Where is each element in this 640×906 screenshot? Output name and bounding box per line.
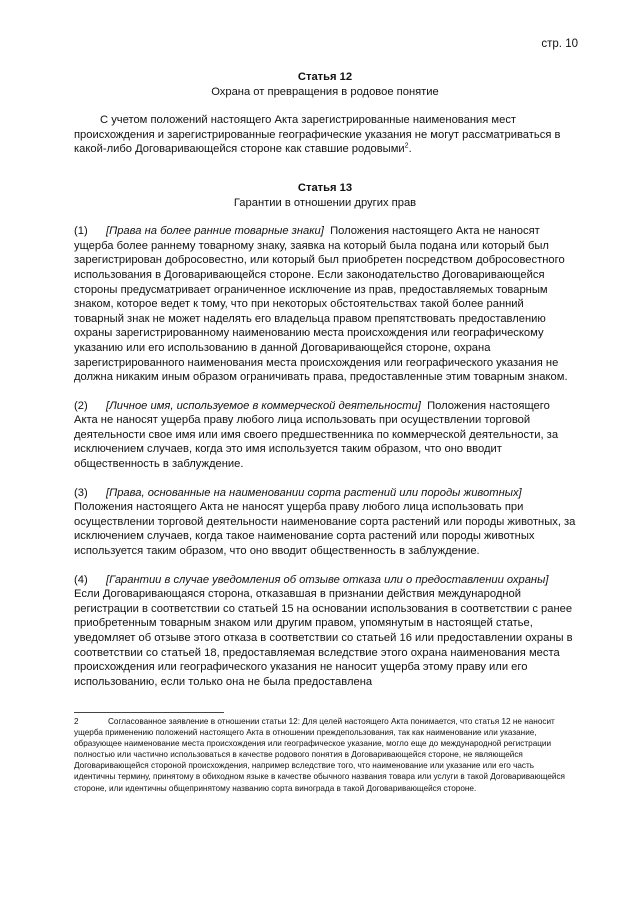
article-12-body: С учетом положений настоящего Акта зарегистрированные наименования мест происхождения и зарегистрированные географические указания не могут рассматриваться в какой-либо Договаривающейся стороне как ставшие родовыми	[74, 114, 561, 156]
paragraph-number: (1)	[74, 225, 88, 238]
footnote	[74, 716, 576, 794]
footnote-ref[interactable]: 2	[404, 142, 409, 150]
article-13-subtitle: Гарантии в отношении других прав	[233, 196, 417, 209]
footnote-mark: 2	[74, 717, 79, 726]
paragraph-text: Положения настоящего Акта не наносят ущерба более раннему товарному знаку, заявка на который была подана или который был зарегистрирован добросовестно, или который был приобретен посредством добросовестного использования в Договаривающейся стороне. Если законодательство Договаривающейся стороны предусматривает ограниченное исключение из прав, предоставляемых товарным знаком, которое ведет к тому, что при некоторых обстоятельствах такой более ранний товарный знак не может наделять его владельца правом препятствовать предоставлению охраны зарегистрированному наименованию места происхождения или географическому указанию или его использованию в данной Договаривающейся стороне, охрана зарегистрированного наименования места происхождения или географического указания не должна никаким иным образом ограничивать права, предоставленные этим товарным знаком.	[74, 225, 568, 384]
paragraph-text: Положения настоящего Акта не наносят ущерба праву любого лица использовать при осуществлении торговой деятельности свое имя или имя своего предшественника по коммерческой деятельности, за исключением случаев, когда это имя используется таким образом, что оно вводит общественность в заблуждение.	[74, 399, 559, 471]
document-body	[74, 70, 576, 703]
paragraph-title: [Права, основанные на наименовании сорта растений или породы животных]	[106, 486, 522, 499]
paragraph-number: (3)	[74, 486, 88, 499]
paragraph-title: [Гарантии в случае уведомления об отзыве отказа или о предоставлении охраны]	[106, 573, 549, 586]
article-12	[74, 70, 576, 157]
paragraph-title: [Личное имя, используемое в коммерческой деятельности]	[106, 399, 421, 412]
paragraph-1	[74, 224, 576, 385]
paragraph-text: Если Договаривающаяся сторона, отказавшая в признании действия международной регистрации в соответствии со статьей 15 на основании использования в соответствии с ранее приобретенным товарным знаком или другим правом, упомянутым в настоящей статье, уведомляет об отзыве этого отказа в соответствии со статьей 16 или предоставлении охраны в соответствии со статьей 18, предоставляемая вследствие этого охрана наименования места происхождения или географического указания не наносит ущерба этому праву или его использованию, если только она не была предоставлена	[74, 588, 573, 688]
footnote-separator	[74, 712, 224, 713]
paragraph-3	[74, 486, 576, 559]
article-13	[74, 181, 576, 689]
paragraph-2	[74, 399, 576, 472]
page-number: стр. 10	[541, 38, 578, 50]
article-12-subtitle: Охрана от превращения в родовое понятие	[211, 85, 439, 98]
paragraph-text: Положения настоящего Акта не наносят ущерба праву любого лица использовать при осуществлении торговой деятельности наименование сорта растений или породы животных, за исключением случаев, когда такое наименование сорта растений или породы животных используется таким образом, что оно вводит общественность в заблуждение.	[74, 501, 576, 558]
article-13-title: Статья 13	[297, 181, 353, 194]
paragraph-number: (2)	[74, 399, 88, 412]
article-12-text	[74, 113, 576, 157]
article-12-period: .	[408, 143, 412, 156]
footnote-text: Согласованное заявление в отношении статьи 12: Для целей настоящего Акта понимается, что статья 12 не наносит ущерба применению положений настоящего Акта в отношении преждепользования, так как наименование или указание, образующее наименование места происхождения или географическое указание, могло еще до международной регистрации полностью или частично использоваться в качестве родового понятия в Договаривающейся стороне, не являющейся Договаривающейся стороной происхождения, например вследствие того, что наименование или указание или его часть идентичны термину, принятому в обиходном языке в качестве обычного названия товара или услуги в такой Договаривающейся стороне, или идентичны общепринятому названию сорта винограда в такой Договаривающейся стороне.	[74, 717, 565, 793]
article-12-title: Статья 12	[297, 71, 353, 83]
paragraph-number: (4)	[74, 573, 88, 586]
paragraph-title: [Права на более ранние товарные знаки]	[106, 225, 324, 238]
paragraph-4	[74, 573, 576, 690]
